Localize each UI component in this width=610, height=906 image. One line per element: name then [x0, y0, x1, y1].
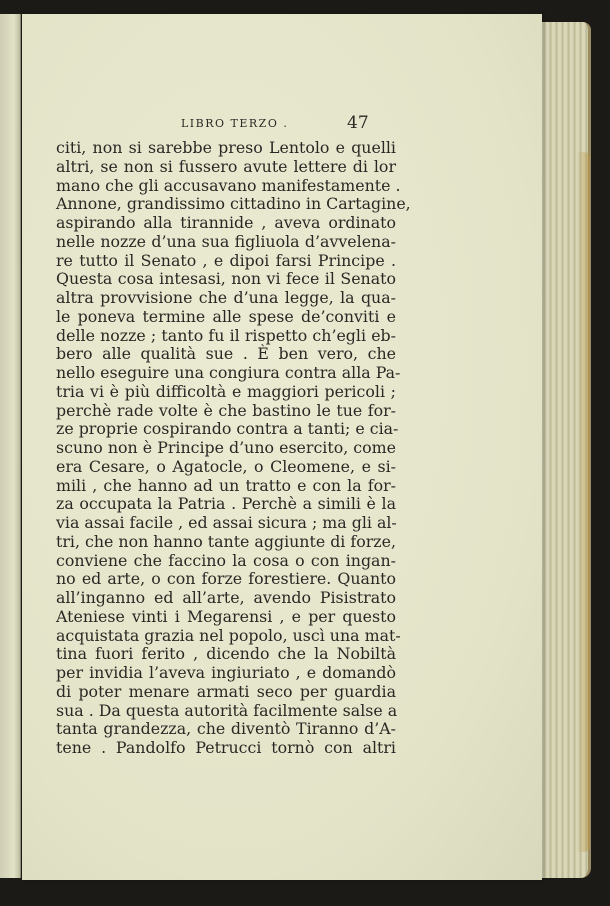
facing-page-edge: [0, 14, 21, 878]
text-line: altra provvisione che d’una legge, la qua-: [56, 288, 396, 307]
text-line: sua . Da questa autorità facilmente salse a: [56, 700, 398, 720]
text-line: tri, che non hanno tante aggiunte di forze,: [56, 531, 396, 551]
text-line: acquistata grazia nel popolo, uscì una mat-: [56, 625, 401, 645]
text-line: no ed arte, o con forze forestiere. Quanto: [56, 569, 396, 589]
text-line: le poneva termine alle spese de’conviti e: [56, 306, 396, 326]
text-line: all’inganno ed all’arte, avendo Pisistrato: [56, 588, 396, 607]
text-line: za occupata la Patria . Perchè a simili è la: [56, 494, 396, 514]
text-line: perchè rade volte è che bastino le tue for-: [56, 400, 396, 420]
text-line: nello eseguire una congiura contra alla Pa-: [56, 363, 401, 382]
text-line: Questa cosa intesasi, non vi fece il Senato: [56, 269, 396, 289]
page-number: 47: [347, 113, 369, 133]
text-line: ze proprie cospirando contra a tanti; e cia-: [56, 419, 399, 439]
text-line: Ateniese vinti i Megarensi , e per questo: [56, 606, 396, 626]
text-line: nelle nozze d’una sua figliuola d’avvelena-: [56, 231, 396, 251]
text-line: re tutto il Senato , e dipoi farsi Principe .: [56, 250, 396, 270]
text-line: per invidia l’aveva ingiuriato , e domandò: [56, 663, 396, 682]
text-line: era Cesare, o Agatocle, o Cleomene, e si-: [56, 456, 396, 476]
text-line: tene . Pandolfo Petrucci tornò con altri: [56, 738, 396, 757]
text-line: Annone, grandissimo cittadino in Cartagine,: [56, 194, 411, 214]
text-line: tina fuori ferito , dicendo che la Nobiltà: [56, 644, 396, 664]
page-stack-edge: [534, 22, 591, 878]
text-line: aspirando alla tirannide , aveva ordinato: [56, 213, 396, 232]
page-edge-stain: [576, 152, 590, 852]
text-line: altri, se non si fussero avute lettere di lor: [56, 156, 396, 176]
running-head: [56, 115, 396, 139]
text-line: tria vi è più difficoltà e maggiori pericoli ;: [56, 381, 396, 401]
text-line: scuno non è Principe d’uno esercito, come: [56, 438, 396, 457]
running-title: LIBRO TERZO .: [181, 117, 289, 130]
body-text: [56, 138, 411, 758]
text-line: bero alle qualità sue . È ben vero, che: [56, 344, 396, 364]
text-line: mano che gli accusavano manifestamente .: [56, 175, 401, 195]
text-line: di poter menare armati seco per guardia: [56, 681, 396, 701]
text-line: conviene che faccino la cosa o con ingan-: [56, 550, 396, 570]
text-line: tanta grandezza, che diventò Tiranno d’A-: [56, 719, 396, 739]
text-line: delle nozze ; tanto fu il rispetto ch’egli eb-: [56, 325, 396, 345]
text-line: via assai facile , ed assai sicura ; ma gli al-: [56, 513, 397, 532]
text-line: mili , che hanno ad un tratto e con la for-: [56, 475, 396, 495]
text-line: citi, non si sarebbe preso Lentolo e quelli: [56, 138, 396, 157]
